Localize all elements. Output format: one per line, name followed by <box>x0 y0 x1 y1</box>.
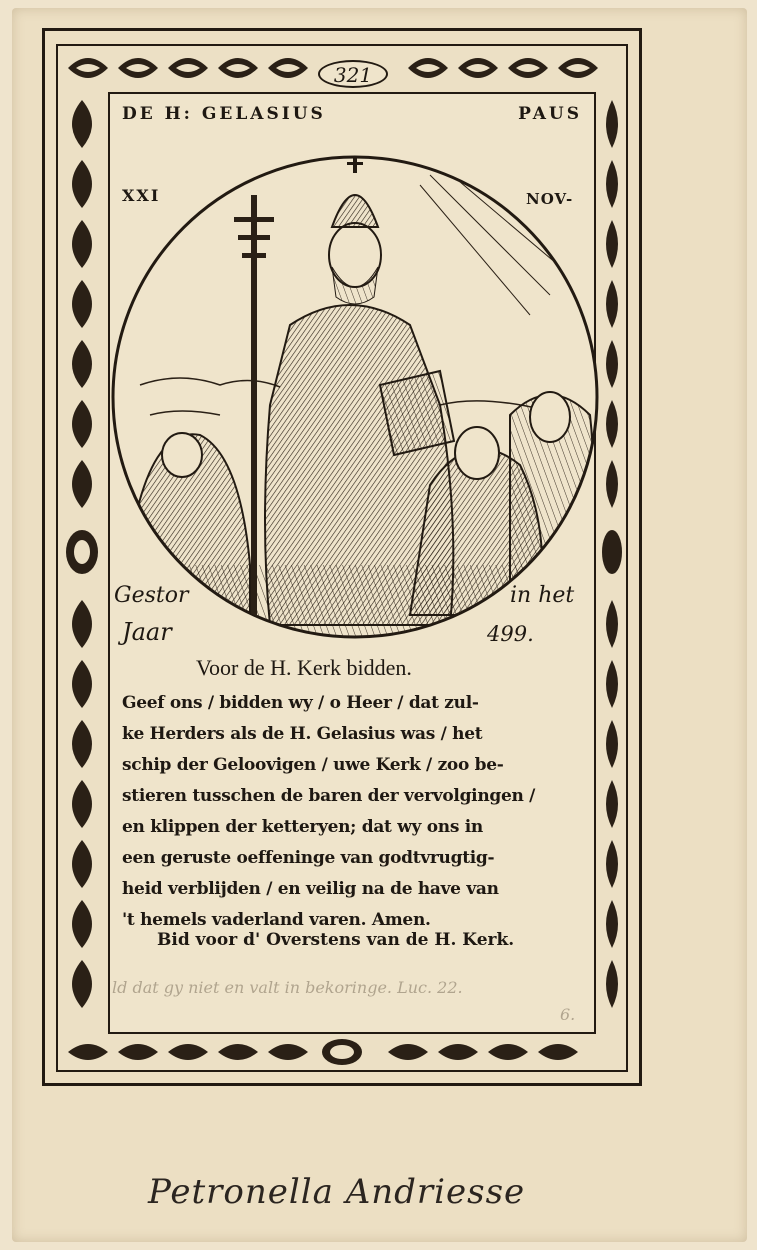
feast-day: XXI <box>122 186 161 205</box>
saint-rank: PAUS <box>518 104 582 124</box>
prayer-text <box>122 688 592 936</box>
leaf-border-right <box>598 90 626 1034</box>
saint-name: DE H: GELASIUS <box>122 104 326 124</box>
prayer-line: ke Herders als de H. Gelasius was / het <box>122 724 483 744</box>
closing-intention: Bid voor d' Overstens van de H. Kerk. <box>157 930 515 950</box>
prayer-line: en klippen der ketteryen; dat wy ons in <box>122 817 483 837</box>
page-number: 321 <box>318 60 388 88</box>
prayer-heading: Voor de H. Kerk bidden. <box>196 655 412 680</box>
prayer-line: stieren tusschen de baren der vervolgingen / <box>122 786 536 806</box>
showthrough-text: ld dat gy niet en valt in bekoringe. Luc. 22. <box>112 978 463 997</box>
leaf-border-bottom <box>58 1034 626 1070</box>
inscription-in-the: in het <box>510 583 575 608</box>
prayer-line: Geef ons / bidden wy / o Heer / dat zul- <box>122 693 479 713</box>
handwritten-signature: Petronella Andriesse <box>148 1172 526 1212</box>
saint-title <box>122 104 582 124</box>
inscription-year-value: 499. <box>487 622 534 646</box>
feast-month: NOV- <box>526 190 574 208</box>
inscription-year-label: Jaar <box>122 618 172 646</box>
inscription-died: Gestor <box>114 583 189 608</box>
leaf-border-left <box>58 90 106 1034</box>
showthrough-fragment: 6. <box>560 1005 576 1024</box>
prayer-line: een geruste oeffeninge van godtvrugtig- <box>122 848 495 868</box>
saint-portrait-engraving <box>110 155 600 640</box>
prayer-line: 't hemels vaderland varen. Amen. <box>122 910 431 930</box>
prayer-line: heid verblijden / en veilig na de have van <box>122 879 499 899</box>
prayer-line: schip der Geloovigen / uwe Kerk / zoo be- <box>122 755 504 775</box>
